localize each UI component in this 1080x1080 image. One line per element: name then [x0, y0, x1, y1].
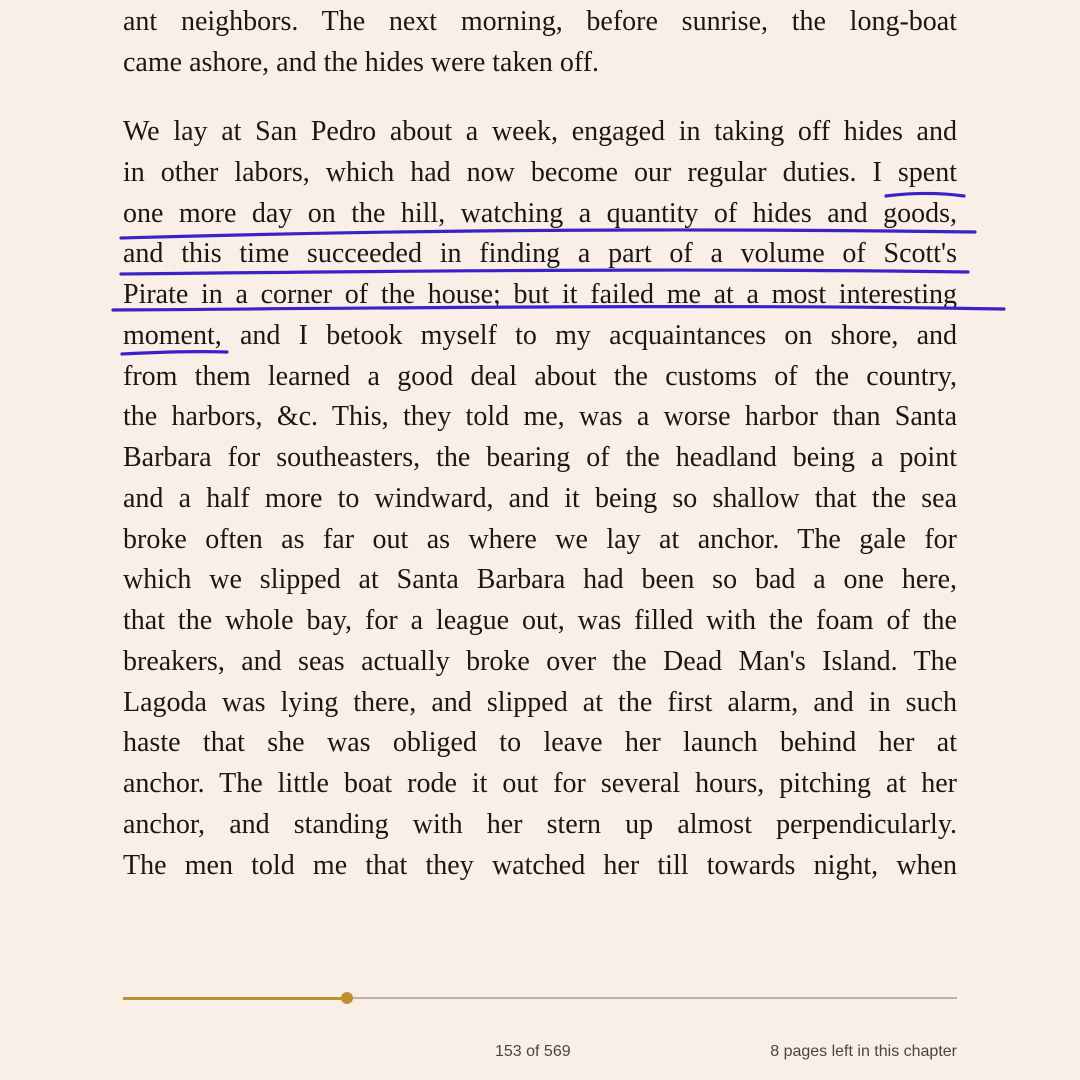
paragraph-2 — [123, 112, 957, 886]
text-line: which we slipped at Santa Barbara had been so bad a one here, — [123, 564, 957, 596]
text-line: The men told me that they watched her till towards night, when — [123, 849, 957, 881]
text-line: broke often as far out as where we lay at anchor. The gale for — [123, 523, 957, 555]
paragraph-1 — [123, 2, 957, 84]
text-line: moment, and I betook myself to my acquaintances on shore, and — [123, 319, 957, 351]
text-line: that the whole bay, for a league out, was filled with the foam of the — [123, 605, 957, 636]
text-line: Lagoda was lying there, and slipped at the first alarm, and in such — [123, 686, 957, 718]
text-line: anchor. The little boat rode it out for several hours, pitching at her — [123, 768, 957, 799]
text-line: breakers, and seas actually broke over the Dead Man's Island. The — [123, 645, 957, 677]
text-line: the harbors, &c. This, they told me, was a worse harbor than Santa — [123, 401, 957, 433]
progress-handle[interactable] — [341, 992, 353, 1004]
page-counter: 153 of 569 — [495, 1043, 571, 1060]
text-line: We lay at San Pedro about a week, engaged in taking off hides and — [123, 116, 957, 147]
reading-progress-slider[interactable] — [123, 988, 957, 1008]
text-line: one more day on the hill, watching a quantity of hides and goods, — [123, 197, 957, 229]
text-line: Pirate in a corner of the house; but it failed me at a most interesting — [123, 279, 957, 310]
chapter-pages-remaining: 8 pages left in this chapter — [770, 1043, 957, 1060]
text-line: from them learned a good deal about the customs of the country, — [123, 360, 957, 392]
progress-fill — [123, 997, 347, 1000]
text-line: in other labors, which had now become our regular duties. I spent — [123, 156, 957, 188]
text-line: haste that she was obliged to leave her launch behind her at — [123, 727, 957, 759]
text-line: and this time succeeded in finding a part of a volume of Scott's — [123, 238, 957, 270]
text-line: and a half more to windward, and it being so shallow that the sea — [123, 482, 957, 514]
text-line: came ashore, and the hides were taken off. — [123, 46, 600, 78]
reader-footer — [123, 1040, 957, 1064]
text-line: anchor, and standing with her stern up almost perpendicularly. — [123, 808, 957, 840]
text-line: Barbara for southeasters, the bearing of the headland being a point — [123, 442, 957, 473]
text-line: ant neighbors. The next morning, before sunrise, the long-boat — [123, 6, 957, 37]
